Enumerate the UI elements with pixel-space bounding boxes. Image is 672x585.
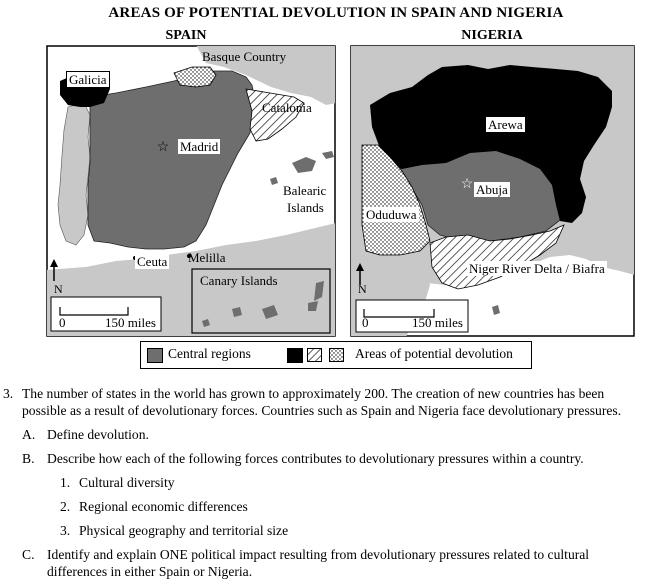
label-balearic-1: Balearic [283,183,327,198]
part-b-item-1-text: Cultural diversity [79,475,175,490]
legend-central-swatch [147,348,163,363]
legend-central-label: Central regions [168,346,251,361]
label-galicia: Galicia [66,71,110,88]
legend-hatch-swatch [307,348,323,363]
nigeria-scale-text: 150 miles [412,315,463,330]
question-intro-1: The number of states in the world has grown to approximately 200. The creation of new countries has been [22,386,605,401]
label-oduduwa: Oduduwa [366,207,417,222]
label-ceuta: Ceuta [137,254,168,269]
nigeria-north-label: N [358,282,367,296]
nigeria-scale-zero: 0 [362,315,369,330]
part-c-text-1: Identify and explain ONE political impact resulting from devolutionary pressures related to cultural [47,547,590,562]
part-b-item-3-num: 3. [60,523,71,538]
spain-scale-zero: 0 [59,315,66,330]
label-melilla: Melilla [188,250,226,265]
part-b-item-2-text: Regional economic differences [79,499,248,514]
part-c-text-2: differences in either Spain or Nigeria. [47,564,253,579]
label-canary: Canary Islands [200,273,278,288]
label-delta: Niger River Delta / Biafra [469,261,605,276]
label-arewa: Arewa [488,117,523,132]
madrid-star-icon: ☆ [156,140,170,155]
map-legend [140,341,532,369]
question-number: 3. [3,386,14,401]
spain-scale-text: 150 miles [105,315,156,330]
label-basque: Basque Country [202,49,287,64]
label-madrid: Madrid [180,139,219,154]
spain-heading: SPAIN [165,28,207,43]
part-b-text: Describe how each of the following forces contributes to devolutionary pressures within a country. [47,451,584,466]
label-catalonia: Catalonia [262,100,312,115]
question-intro-2: possible as a result of devolutionary forces. Countries such as Spain and Nigeria face devolutionary pressures. [22,403,622,418]
part-b-item-3-text: Physical geography and territorial size [79,523,289,538]
spain-north-label: N [54,282,63,296]
legend-black-swatch [287,348,303,363]
legend-devolution-label: Areas of potential devolution [355,346,513,361]
label-balearic-2: Islands [287,200,324,215]
map-title: AREAS OF POTENTIAL DEVOLUTION IN SPAIN AND NIGERIA [108,5,564,21]
part-a-letter: A. [22,427,36,442]
part-a-text: Define devolution. [47,427,149,442]
part-b-item-2-num: 2. [60,499,71,514]
part-b-item-1-num: 1. [60,475,71,490]
nigeria-heading: NIGERIA [461,28,523,43]
legend-dots-swatch [329,348,345,363]
label-abuja: Abuja [476,182,508,197]
abuja-star-icon: ☆ [460,177,474,192]
part-c-letter: C. [22,547,35,562]
part-b-letter: B. [22,451,35,466]
